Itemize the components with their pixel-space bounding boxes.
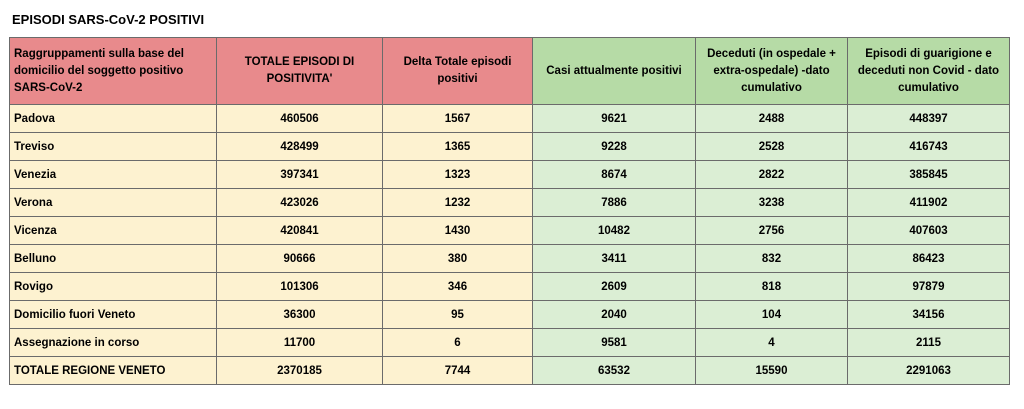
- cell-deceduti: 4: [696, 329, 848, 357]
- cell-delta: 1365: [383, 133, 533, 161]
- cell-guarigioni: 448397: [848, 105, 1010, 133]
- cell-delta: 95: [383, 301, 533, 329]
- cell-totale-episodi: 2370185: [217, 357, 383, 385]
- cell-area: Venezia: [10, 161, 217, 189]
- cell-deceduti: 818: [696, 273, 848, 301]
- cell-casi-attuali: 63532: [533, 357, 696, 385]
- header-cell-guarigioni: Episodi di guarigione e deceduti non Covid - dato cumulativo: [848, 38, 1010, 105]
- cell-totale-episodi: 90666: [217, 245, 383, 273]
- cell-area: Vicenza: [10, 217, 217, 245]
- cell-totale-episodi: 460506: [217, 105, 383, 133]
- cell-deceduti: 104: [696, 301, 848, 329]
- cell-guarigioni: 2115: [848, 329, 1010, 357]
- table-row: [10, 217, 1010, 245]
- cell-casi-attuali: 2609: [533, 273, 696, 301]
- table-row: [10, 273, 1010, 301]
- cell-area: Treviso: [10, 133, 217, 161]
- table-row: [10, 245, 1010, 273]
- cell-casi-attuali: 9228: [533, 133, 696, 161]
- cell-casi-attuali: 10482: [533, 217, 696, 245]
- cell-delta: 1567: [383, 105, 533, 133]
- cell-area: TOTALE REGIONE VENETO: [10, 357, 217, 385]
- table-row: [10, 133, 1010, 161]
- cell-deceduti: 3238: [696, 189, 848, 217]
- cell-casi-attuali: 9621: [533, 105, 696, 133]
- table-header-row: [10, 38, 1010, 105]
- cell-delta: 1323: [383, 161, 533, 189]
- cell-totale-episodi: 36300: [217, 301, 383, 329]
- cell-guarigioni: 97879: [848, 273, 1010, 301]
- table-row: [10, 329, 1010, 357]
- header-cell-totale-episodi: TOTALE EPISODI DI POSITIVITA': [217, 38, 383, 105]
- cell-area: Padova: [10, 105, 217, 133]
- page-title: EPISODI SARS-CoV-2 POSITIVI: [12, 12, 205, 27]
- cell-area: Assegnazione in corso: [10, 329, 217, 357]
- cell-delta: 346: [383, 273, 533, 301]
- cell-guarigioni: 34156: [848, 301, 1010, 329]
- cell-area: Domicilio fuori Veneto: [10, 301, 217, 329]
- table-row: [10, 161, 1010, 189]
- cell-delta: 380: [383, 245, 533, 273]
- cell-totale-episodi: 420841: [217, 217, 383, 245]
- header-cell-deceduti: Deceduti (in ospedale + extra-ospedale) -dato cumulativo: [696, 38, 848, 105]
- cell-guarigioni: 416743: [848, 133, 1010, 161]
- cell-casi-attuali: 8674: [533, 161, 696, 189]
- cell-deceduti: 15590: [696, 357, 848, 385]
- cell-totale-episodi: 101306: [217, 273, 383, 301]
- cell-casi-attuali: 9581: [533, 329, 696, 357]
- table-row: [10, 357, 1010, 385]
- cell-totale-episodi: 397341: [217, 161, 383, 189]
- cell-deceduti: 2528: [696, 133, 848, 161]
- cell-deceduti: 2756: [696, 217, 848, 245]
- cell-delta: 7744: [383, 357, 533, 385]
- cell-deceduti: 832: [696, 245, 848, 273]
- cell-totale-episodi: 423026: [217, 189, 383, 217]
- positivi-table: [9, 37, 1010, 385]
- table-row: [10, 301, 1010, 329]
- cell-delta: 1232: [383, 189, 533, 217]
- cell-casi-attuali: 2040: [533, 301, 696, 329]
- cell-delta: 6: [383, 329, 533, 357]
- cell-area: Verona: [10, 189, 217, 217]
- cell-deceduti: 2822: [696, 161, 848, 189]
- cell-totale-episodi: 428499: [217, 133, 383, 161]
- cell-guarigioni: 2291063: [848, 357, 1010, 385]
- cell-deceduti: 2488: [696, 105, 848, 133]
- cell-delta: 1430: [383, 217, 533, 245]
- cell-guarigioni: 86423: [848, 245, 1010, 273]
- table-row: [10, 105, 1010, 133]
- header-cell-casi-attuali: Casi attualmente positivi: [533, 38, 696, 105]
- cell-casi-attuali: 3411: [533, 245, 696, 273]
- header-cell-delta: Delta Totale episodi positivi: [383, 38, 533, 105]
- cell-totale-episodi: 11700: [217, 329, 383, 357]
- cell-casi-attuali: 7886: [533, 189, 696, 217]
- cell-area: Belluno: [10, 245, 217, 273]
- table-row: [10, 189, 1010, 217]
- cell-guarigioni: 407603: [848, 217, 1010, 245]
- cell-guarigioni: 385845: [848, 161, 1010, 189]
- header-cell-raggruppamenti: Raggruppamenti sulla base del domicilio del soggetto positivo SARS-CoV-2: [10, 38, 217, 105]
- cell-guarigioni: 411902: [848, 189, 1010, 217]
- cell-area: Rovigo: [10, 273, 217, 301]
